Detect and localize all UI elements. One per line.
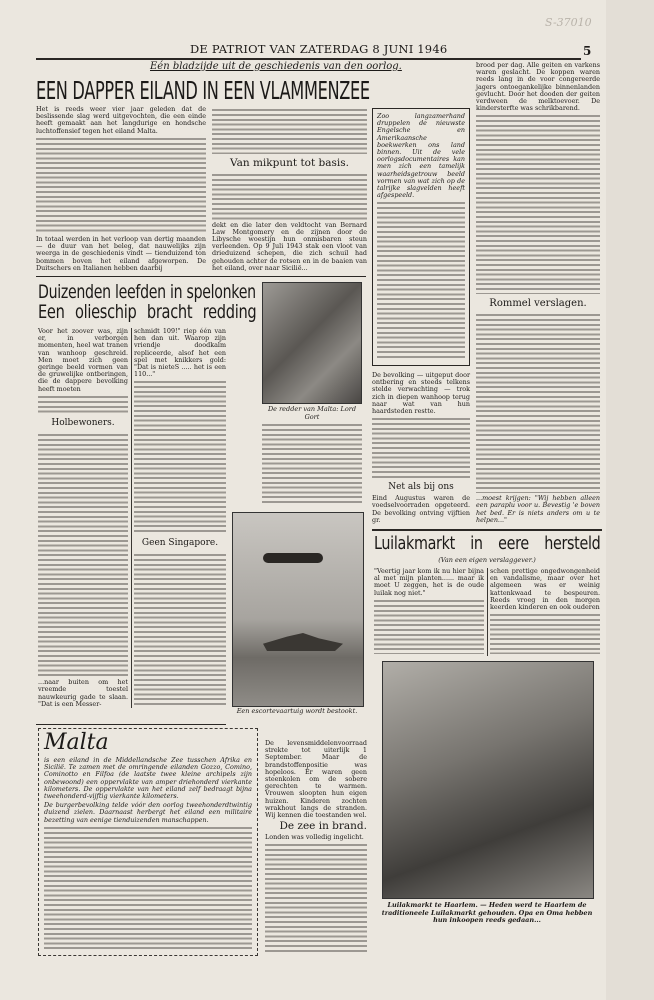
lord-gort-photo bbox=[262, 282, 362, 404]
column-rule bbox=[131, 328, 132, 708]
caves-col3 bbox=[262, 423, 362, 506]
caves-col2b bbox=[134, 553, 226, 706]
market-caption: Luilakmarkt te Haarlem. — Heden werd te Haarlem de traditioneele Luilakmarkt gehouden. Opa en Oma hebben hun inkoopen reeds gedaan... bbox=[381, 901, 593, 924]
market-col1-wrap bbox=[374, 568, 484, 656]
middle-column bbox=[372, 372, 470, 524]
masthead-title: DE PATRIOT VAN ZATERDAG 8 JUNI 1946 bbox=[190, 42, 448, 56]
caves-col1-end: ...naar buiten om het vreemde toestel nauwkeurig gade te slaan. "Dat is een Messer- bbox=[38, 678, 128, 708]
sidebar-box bbox=[372, 108, 470, 366]
malta-text bbox=[44, 826, 252, 951]
ship-icon bbox=[263, 633, 343, 651]
market-col2: schen prettige ongedwongenheid en vandalisme, maar over het algemeen was er weinig kattenkwaad te bespeuren. Reeds vroeg in den morgen keerden kinderen en ook ouderen bbox=[490, 567, 600, 612]
right-text-1 bbox=[476, 114, 600, 294]
middle-top: De bevolking — uitgeput door ontbering en steeds telkens stelde verwachting — trok zich in diepen wanhoop terug naar wat van hun haardsteden restte. bbox=[372, 371, 470, 416]
lead-column-1 bbox=[36, 137, 206, 234]
subhead-net-als-bij-ons: Net als bij ons bbox=[388, 482, 454, 493]
market-byline: (Van een eigen verslaggever.) bbox=[438, 556, 536, 564]
lead-column-2 bbox=[212, 108, 367, 154]
lead-column-3-end: dekt en die later den veldtocht van Bernard Law Montgomery en de zijnen door de Libysche woestijn hun onmisbaren steun verleenden. Op 9 Juli 1943 stak een vloot van drieduizend schepen, die zich schuil had gehouden achter de rotsen en in de baaien van het eiland, over naar Sicilië... bbox=[212, 220, 367, 272]
subhead-singapore: Geen Singapore. bbox=[141, 537, 219, 548]
caves-col2 bbox=[134, 380, 226, 533]
sidebar-text bbox=[377, 201, 465, 359]
archive-mark: S-37010 bbox=[545, 16, 592, 29]
subhead-mikpunt: Van mikpunt tot basis. bbox=[229, 157, 349, 170]
caves-col1b bbox=[38, 433, 128, 677]
middle-end: Eind Augustus waren de voedselvoorraden opgeteerd. De bevolking ontving vijftien gr. bbox=[372, 494, 470, 524]
middle-text bbox=[372, 417, 470, 478]
right-end: ...moest krijgen: "Wij hebben alleen een paraplu voor u. Bevestig 'e boven het bed. Er is niets anders om u te helpen..." bbox=[476, 494, 600, 524]
gort-caption: De redder van Malta: Lord Gort bbox=[267, 405, 357, 421]
malta-body-1: is een eiland in de Middellandsche Zee tusschen Afrika en Sicilië. Te zamen met de omringende eilanden Gozzo, Comino, Cominotto en Filfoa (de laatste twee kleine archipels zijn onbewoond) een oppervlakte van amper driehonderd vierkante kilometers. De oppervlakte van het eiland zelf bedraagt bijna tweehonderd-vijftig vierkante kilometers. bbox=[44, 756, 252, 801]
right-text-2 bbox=[476, 313, 600, 493]
bomber-plane-icon bbox=[263, 553, 323, 563]
divider bbox=[372, 529, 602, 531]
bomber-ship-photo bbox=[232, 512, 364, 707]
subhead-rommel: Rommel verslagen. bbox=[489, 298, 587, 310]
lead-column-1-wrap bbox=[36, 106, 206, 272]
market-col1 bbox=[374, 599, 484, 654]
supplies-col bbox=[265, 843, 367, 954]
subhead-zee-in-brand: De zee in brand. bbox=[279, 820, 367, 833]
ship-caption: Een escortevaartuig wordt bestookt. bbox=[236, 707, 358, 715]
caves-headline-1: Duizenden leefden in spelonken bbox=[38, 281, 256, 303]
caves-intro: Voor het zoover was, zijn er, in verborgen momenten, heel wat tranen van wanhoop geschreid. Men moet zich geen geringe beeld vormen van de gruwelijke ontberingen, die de dappere bevolking heeft moeten bbox=[38, 327, 128, 393]
lead-column-3 bbox=[212, 173, 367, 219]
page-number: 5 bbox=[583, 44, 592, 58]
supplies-column bbox=[265, 740, 367, 956]
caves-col1a bbox=[38, 395, 128, 415]
caves-col2-intro: schmidt 109!" riep één van hen dan uit. Waarop zijn vriendje doodkalm repliceerde, alsof het een spel met knikkers gold: "Dat is nieteS ..... het is een 110..." bbox=[134, 327, 226, 379]
supplies-text: De levensmiddelenvoorraad strekte tot uiterlijk 1 September. Maar de brandstoffenpositie was hopeloos. Er waren geen steenkolen om de sobere gerechten te warmen. Vrouwen sloopten hun eigen huizen. Kinderen zochten wrakhout langs de stranden. Wij kennen die toestanden wel. bbox=[265, 739, 367, 820]
masthead-rule bbox=[36, 58, 581, 60]
luilakmarkt-photo bbox=[382, 661, 594, 899]
subhead-holbewoners: Holbewoners. bbox=[51, 418, 115, 429]
caves-headline-2: Een olieschip bracht redding bbox=[38, 301, 257, 323]
market-intro: "Veertig jaar kom ik nu hier bijna al met mijn planten...... maar ik moet U zeggen, het is de oude luilak nog niet." bbox=[374, 567, 484, 597]
lead-column-2-wrap bbox=[212, 106, 367, 272]
caves-headline-wrap bbox=[38, 282, 258, 322]
kicker: Eén bladzijde uit de geschiedenis van den oorlog. bbox=[150, 61, 402, 72]
main-headline: EEN DAPPER EILAND IN EEN VLAMMENZEE bbox=[36, 76, 370, 105]
divider bbox=[36, 276, 366, 277]
gort-column bbox=[262, 282, 362, 508]
adjacent-page-edge bbox=[606, 0, 654, 1000]
sidebar-intro: Zoo langzamerhand druppelen de nieuwste Engelsche en Amerikaansche boekwerken ons land binnen. Uit de vele oorlogsdocumentaires kan men zich een tamelijk waarheidsgetrouw beeld vormen van wat zich op de talrijke slagvelden heeft afgespeeld. bbox=[377, 112, 465, 200]
right-top: brood per dag. Alle geiten en varkens waren geslacht. De koppen waren reeds lang in de voor congereerde jagers ontoegankelijke binnenlanden gevlucht. Door het dooden der geiten verdween de melktoevoer. De kindersterfte was schrikbarend. bbox=[476, 61, 600, 113]
malta-body-2: De burgerbevolking telde vóór den oorlog tweehonderdtwintig duizend zielen. Daarnaast herbergt het eiland een militaire bezetting van eenige tienduizenden manschappen. bbox=[44, 801, 252, 824]
malta-box bbox=[38, 728, 258, 956]
caves-col2-wrap bbox=[134, 328, 226, 708]
lead-close: In totaal werden in het verloop van dertig maanden — de duur van het beleg, dat nauwelijks zijn weerga in de geschiedenis vindt — tienduizend ton bommen boven het eiland afgeworpen. De Duitschers en Italianen hebben daarbij bbox=[36, 234, 206, 272]
malta-title: Malta bbox=[44, 730, 109, 755]
market-col2-text bbox=[490, 613, 600, 654]
divider bbox=[36, 724, 226, 725]
market-headline-wrap bbox=[374, 534, 602, 554]
market-col2-wrap bbox=[490, 568, 600, 656]
right-column bbox=[476, 62, 600, 524]
column-rule bbox=[487, 568, 488, 656]
caves-col1-wrap bbox=[38, 328, 128, 708]
lead-intro: Het is reeds weer vier jaar geleden dat de beslissende slag werd uitgevochten, die een einde heeft gemaakt aan het langdurige en hondsche luchtoffensief tegen het eiland Malta. bbox=[36, 105, 206, 135]
supplies-after: Londen was volledig ingelicht. bbox=[265, 833, 364, 842]
market-headline: Luilakmarkt in eere hersteld bbox=[374, 533, 601, 554]
